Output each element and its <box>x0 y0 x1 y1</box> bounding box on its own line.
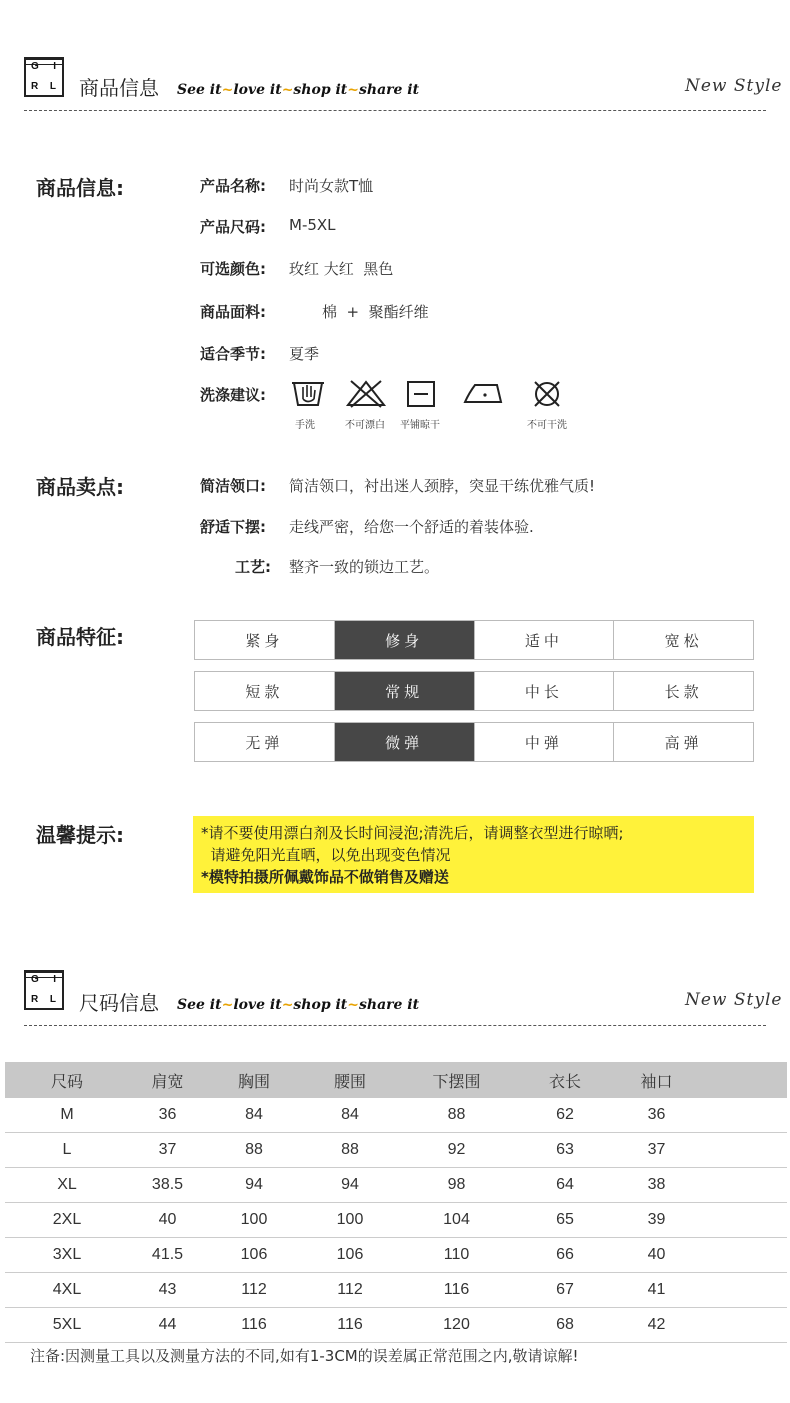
table-row <box>5 1098 787 1133</box>
no-dry-clean-icon <box>531 379 563 409</box>
selling-points-label: 商品卖点: <box>36 475 124 499</box>
iron-icon <box>463 381 503 405</box>
cell: 41.5 <box>129 1238 206 1273</box>
notice-label: 温馨提示: <box>36 823 124 847</box>
cell: 43 <box>129 1273 206 1308</box>
notice-line: 请避免阳光直晒，以免出现变色情况 <box>201 846 451 864</box>
selling-row-value: 简洁领口，衬出迷人颈脖，突显干练优雅气质! <box>289 477 596 495</box>
feature-row-stretch <box>194 722 754 762</box>
cell <box>698 1308 787 1343</box>
cell <box>698 1238 787 1273</box>
feature-cell-selected: 修身 <box>335 621 475 659</box>
cell: 5XL <box>5 1308 129 1343</box>
cell: L <box>5 1133 129 1168</box>
selling-row-value: 整齐一致的锁边工艺。 <box>289 558 440 576</box>
info-row-label: 产品名称: <box>200 177 266 195</box>
notice-line: *请不要使用漂白剂及长时间浸泡;清洗后，请调整衣型进行晾晒; <box>201 824 624 842</box>
dashed-divider <box>24 1025 766 1026</box>
wash-caption: 不可漂白 <box>345 420 385 431</box>
cell: 4XL <box>5 1273 129 1308</box>
wash-label: 洗涤建议: <box>200 386 266 404</box>
column-header: 袖口 <box>615 1062 698 1098</box>
cell <box>698 1133 787 1168</box>
table-row <box>5 1238 787 1273</box>
cell: 110 <box>398 1238 515 1273</box>
cell: 39 <box>615 1203 698 1238</box>
cell: 36 <box>615 1098 698 1133</box>
cell: 104 <box>398 1203 515 1238</box>
feature-cell: 宽松 <box>664 631 703 650</box>
cell: 92 <box>398 1133 515 1168</box>
cell: 88 <box>206 1133 302 1168</box>
cell: 37 <box>129 1133 206 1168</box>
cell: 112 <box>206 1273 302 1308</box>
footnote: 注备:因测量工具以及测量方法的不同,如有1-3CM的误差属正常范围之内,敬请谅解! <box>30 1347 579 1365</box>
cell: 100 <box>302 1203 398 1238</box>
cell: 68 <box>515 1308 615 1343</box>
cell: 98 <box>398 1168 515 1203</box>
cell: 100 <box>206 1203 302 1238</box>
cell: 44 <box>129 1308 206 1343</box>
slogan: See it~love it~shop it~share it <box>177 82 420 98</box>
no-bleach-icon <box>345 378 387 408</box>
feature-cell: 中弹 <box>475 723 615 761</box>
info-row-value: 时尚女款T恤 <box>289 177 374 195</box>
info-row-label: 产品尺码: <box>200 218 266 236</box>
size-table <box>5 1062 787 1343</box>
cell: 94 <box>302 1168 398 1203</box>
wash-caption: 手洗 <box>295 420 315 431</box>
cell: 40 <box>615 1238 698 1273</box>
table-row <box>5 1203 787 1238</box>
column-header: 下摆围 <box>398 1062 515 1098</box>
info-row-value: M-5XL <box>289 216 336 234</box>
cell: 84 <box>206 1098 302 1133</box>
feature-row-fit <box>194 620 754 660</box>
features-label: 商品特征: <box>36 625 124 649</box>
cell: 38.5 <box>129 1168 206 1203</box>
cell: 65 <box>515 1203 615 1238</box>
info-row-label: 可选颜色: <box>200 260 266 278</box>
info-row-value: 夏季 <box>289 345 320 363</box>
hand-wash-icon <box>290 377 326 409</box>
feature-row-length <box>194 671 754 711</box>
wash-caption: 不可干洗 <box>527 420 567 431</box>
cell: 36 <box>129 1098 206 1133</box>
feature-cell: 中长 <box>475 672 615 710</box>
cell: 94 <box>206 1168 302 1203</box>
notice-line-bold: *模特拍摄所佩戴饰品不做销售及赠送 <box>201 868 449 886</box>
cell: 3XL <box>5 1238 129 1273</box>
wash-caption: 平铺晾干 <box>400 420 440 431</box>
dry-flat-icon <box>406 380 436 408</box>
feature-cell: 紧身 <box>195 621 335 659</box>
girl-logo: G I R L <box>24 57 64 97</box>
cell: 37 <box>615 1133 698 1168</box>
cell: 120 <box>398 1308 515 1343</box>
product-info-label: 商品信息: <box>36 176 124 200</box>
cell: 38 <box>615 1168 698 1203</box>
cell <box>698 1098 787 1133</box>
selling-row-value: 走线严密，给您一个舒适的着装体验. <box>289 518 534 536</box>
feature-cell: 无弹 <box>195 723 335 761</box>
cell: 116 <box>206 1308 302 1343</box>
column-header: 尺码 <box>5 1062 129 1098</box>
cell: 88 <box>398 1098 515 1133</box>
column-header: 胸围 <box>206 1062 302 1098</box>
cell: 112 <box>302 1273 398 1308</box>
cell: 116 <box>398 1273 515 1308</box>
slogan: See it~love it~shop it~share it <box>177 997 420 1013</box>
new-style-script: New Style <box>685 76 783 96</box>
feature-cell-selected: 微弹 <box>335 723 475 761</box>
dashed-divider <box>24 110 766 111</box>
notice-box <box>193 816 754 893</box>
cell: 64 <box>515 1168 615 1203</box>
cell: 106 <box>206 1238 302 1273</box>
feature-cell: 适中 <box>475 621 615 659</box>
cell: 41 <box>615 1273 698 1308</box>
cell: 2XL <box>5 1203 129 1238</box>
table-header-row <box>5 1062 787 1098</box>
cell: 62 <box>515 1098 615 1133</box>
info-row-value: 棉 + 聚酯纤维 <box>322 303 429 321</box>
new-style-script: New Style <box>685 990 783 1010</box>
cell: 84 <box>302 1098 398 1133</box>
cell: 88 <box>302 1133 398 1168</box>
table-row <box>5 1308 787 1343</box>
cell: 66 <box>515 1238 615 1273</box>
feature-cell: 长款 <box>664 682 703 701</box>
table-row <box>5 1133 787 1168</box>
column-header: 腰围 <box>302 1062 398 1098</box>
cell: 67 <box>515 1273 615 1308</box>
selling-row-label: 工艺: <box>235 558 271 576</box>
info-row-label: 商品面料: <box>200 303 266 321</box>
cell <box>698 1273 787 1308</box>
cell <box>698 1168 787 1203</box>
cell: 63 <box>515 1133 615 1168</box>
info-row-value: 玫红 大红 黑色 <box>289 260 394 278</box>
cell <box>698 1203 787 1238</box>
table-row <box>5 1168 787 1203</box>
cell: 116 <box>302 1308 398 1343</box>
cell: M <box>5 1098 129 1133</box>
section-title-size-info: 尺码信息 <box>79 991 159 1015</box>
info-row-label: 适合季节: <box>200 345 266 363</box>
cell: 40 <box>129 1203 206 1238</box>
feature-cell: 短款 <box>195 672 335 710</box>
column-header: 肩宽 <box>129 1062 206 1098</box>
selling-row-label: 舒适下摆: <box>200 518 266 536</box>
cell: 42 <box>615 1308 698 1343</box>
section-title-product-info: 商品信息 <box>79 76 159 100</box>
table-row <box>5 1273 787 1308</box>
feature-cell: 高弹 <box>664 733 703 752</box>
cell: 106 <box>302 1238 398 1273</box>
selling-row-label: 简洁领口: <box>200 477 266 495</box>
column-header <box>698 1062 787 1098</box>
girl-logo: G I R L <box>24 970 64 1010</box>
feature-cell-selected: 常规 <box>335 672 475 710</box>
cell: XL <box>5 1168 129 1203</box>
column-header: 衣长 <box>515 1062 615 1098</box>
